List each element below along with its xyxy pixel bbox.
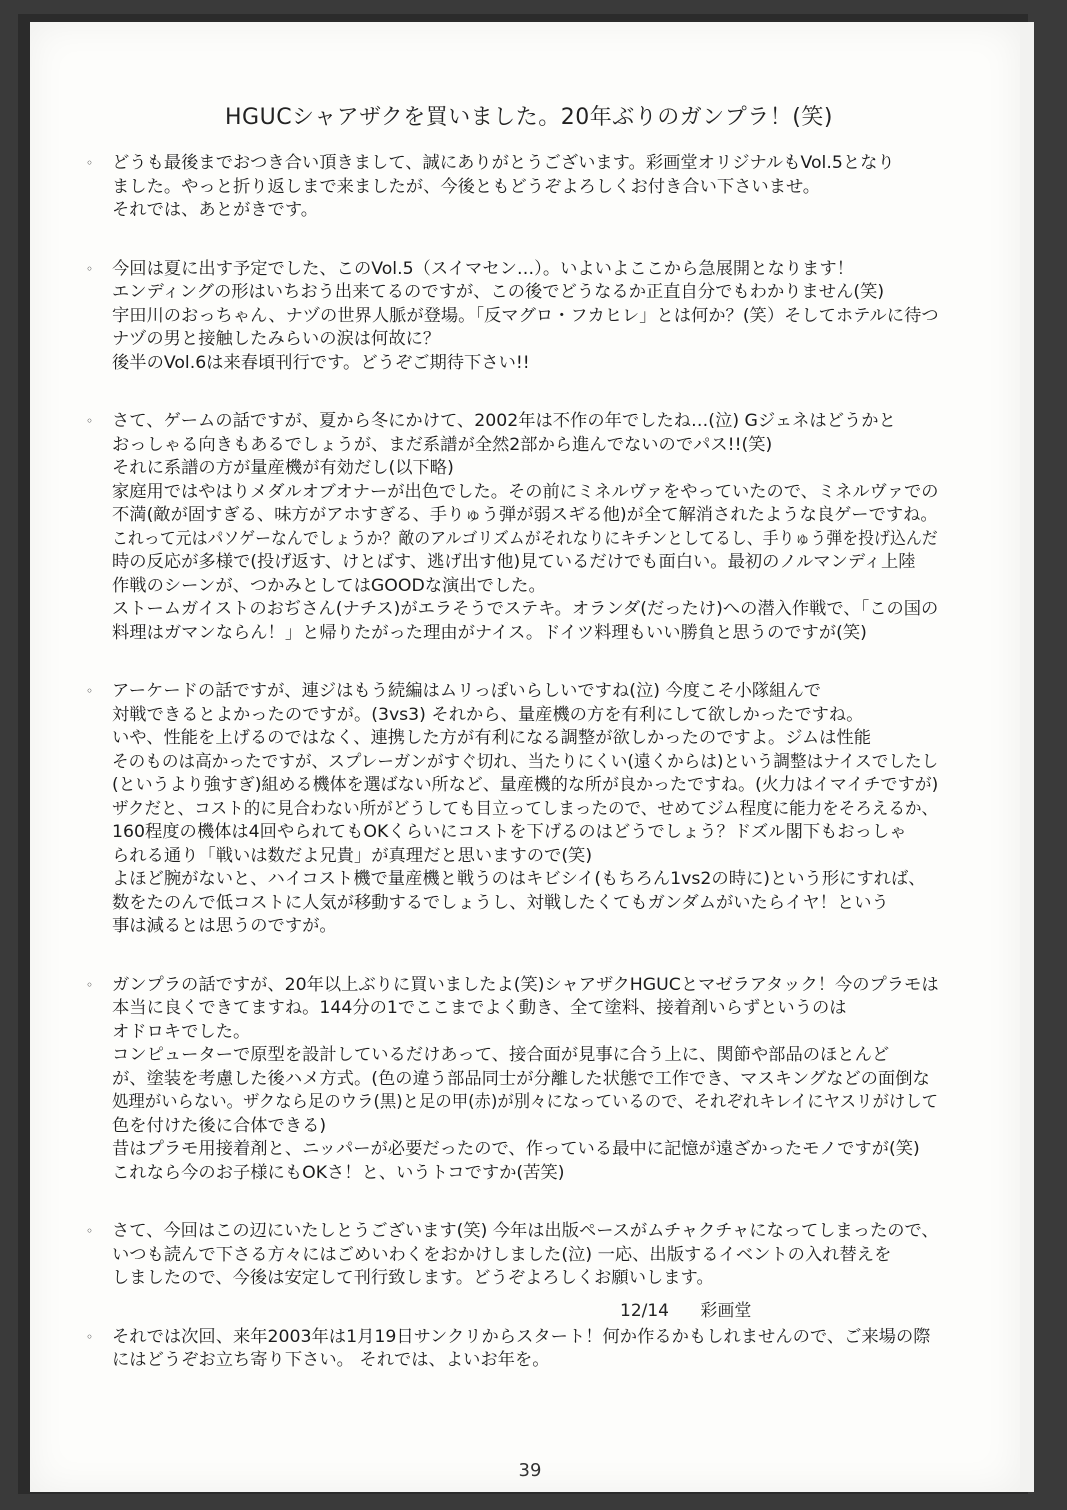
paragraph	[78, 1220, 938, 1291]
paragraph-line: 家庭用ではやはりメダルオブオナーが出色でした。その前にミネルヴァをやっていたので、ミネルヴァでの	[112, 481, 939, 502]
paragraph-line: アーケードの話ですが、連ジはもう続編はムリっぽいらしいですね(泣) 今度こそ小隊組んで	[112, 681, 822, 701]
paragraph	[78, 680, 938, 939]
paragraph-line: エンディングの形はいちおう出来てるのですが、この後でどうなるか正直自分でもわかりません(笑)	[112, 282, 885, 302]
bullet-circle-icon: ◦	[86, 684, 94, 698]
signature-name: 彩画堂	[700, 1301, 752, 1321]
paragraph-line: 今回は夏に出す予定でした、このVol.5（スイマセン…）。いよいよここから急展開となります！	[112, 258, 854, 279]
paragraph-line: 時の反応が多様で(投げ返す、けとばす、逃げ出す他)見ているだけでも面白い。最初のノルマンディ上陸	[112, 552, 916, 572]
paragraph-line: ガンプラの話ですが、20年以上ぶりに買いましたよ(笑)シャアザクHGUCとマゼラアタック！今のプラモは	[112, 974, 939, 995]
paragraph-line: 料理はガマンならん！」と帰りたがった理由がナイス。ドイツ料理もいい勝負と思うのですが(笑)	[112, 622, 867, 643]
bullet-circle-icon: ◦	[86, 1224, 94, 1238]
paragraph-line: ナヅの男と接触したみらいの涙は何故に？	[112, 329, 441, 349]
paragraph-line: 後半のVol.6は来春頃刊行です。どうぞご期待下さい!!	[112, 352, 530, 373]
paragraph-line: 対戦できるとよかったのですが。(3vs3) それから、量産機の方を有利にして欲しかったですね。	[112, 704, 864, 725]
paragraph-line: 160程度の機体は4回やられてもOKくらいにコストを下げるのはどうでしょう？ドズル閣下もおっしゃ	[112, 822, 907, 842]
paragraph-line: 作戦のシーンが、つかみとしてはGOODな演出でした。	[112, 575, 546, 596]
paragraph-line: 宇田川のおっちゃん、ナヅの世界人脈が登場。「反マグロ・フカヒレ」とは何か？(笑）そしてホテルに待つ	[112, 305, 939, 326]
paragraph-line: 事は減るとは思うのですが。	[112, 916, 337, 936]
paragraph-line: おっしゃる向きもあるでしょうが、まだ系譜が全然2部から進んでないのでパス!!(笑)	[112, 434, 773, 455]
bullet-circle-icon: ◦	[86, 156, 94, 170]
paragraph-line: さて、ゲームの話ですが、夏から冬にかけて、2002年は不作の年でしたね…(泣) Gジェネはどうかと	[112, 411, 896, 431]
paragraph	[78, 974, 938, 1186]
page-number: 39	[518, 1460, 542, 1481]
paragraph-line: られる通り「戦いは数だよ兄貴」が真理だと思いますので(笑)	[112, 845, 593, 866]
paragraph-line: それに系譜の方が量産機が有効だし(以下略)	[112, 458, 454, 478]
bullet-circle-icon: ◦	[86, 1329, 94, 1344]
bullet-circle-icon: ◦	[86, 261, 94, 276]
paragraph-line: 数をたのんで低コストに人気が移動するでしょうし、対戦したくてもガンダムがいたらイヤ！という	[112, 892, 889, 913]
paragraph-line: いつも読んで下さる方々にはごめいわくをおかけしました(泣) 一応、出版するイベントの入れ替えを	[112, 1244, 892, 1265]
paragraph-line: が、塗装を考慮した後ハメ方式。(色の違う部品同士が分離した状態で工作でき、マスキングなどの面倒な	[112, 1068, 930, 1089]
paragraph-line: ました。やっと折り返しまで来ましたが、今後ともどうぞよろしくお付き合い下さいませ。	[112, 176, 821, 197]
paragraph-line: それでは次回、来年2003年は1月19日サンクリからスタート！何か作るかもしれませんので、ご来場の際	[112, 1326, 931, 1347]
signature-date: 12/14	[620, 1301, 669, 1321]
paragraph-line: しましたので、今後は安定して刊行致します。どうぞよろしくお願いします。	[112, 1268, 714, 1288]
page-title: HGUCシャアザクを買いました。20年ぶりのガンプラ！(笑)	[225, 105, 833, 130]
bullet-circle-icon: ◦	[86, 977, 94, 992]
afterword-body	[78, 152, 938, 1408]
paragraph	[78, 410, 938, 645]
paragraph-line: 処理がいらない。ザクなら足のウラ(黒)と足の甲(赤)が別々になっているので、それぞれキレイにヤスリがけして	[112, 1092, 939, 1112]
paragraph-line: ザクだと、コスト的に見合わない所がどうしても目立ってしまったので、せめてジム程度に能力をそろえるか、	[112, 798, 939, 819]
paragraph-line: にはどうぞお立ち寄り下さい。 それでは、よいお年を。	[112, 1350, 550, 1370]
paragraph	[78, 1326, 938, 1373]
paragraph-line: そのものは高かったですが、スプレーガンがすぐ切れ、当たりにくい(遠くからは)という調整はナイスでしたし	[112, 751, 939, 772]
paragraph-line: さて、今回はこの辺にいたしとうございます(笑) 今年は出版ペースがムチャクチャになってしまったので、	[112, 1221, 939, 1241]
paragraph-line: オドロキでした。	[112, 1021, 251, 1042]
paragraph	[78, 152, 938, 223]
paragraph-line: よほど腕がないと、ハイコスト機で量産機と戦うのはキビシイ(もちろん1vs2の時に)という形にすれば、	[112, 869, 926, 889]
paragraph-line: ストームガイストのおぢさん(ナチス)がエラそうでステキ。オランダ(だったけ)への潜入作戦で、「この国の	[112, 599, 939, 619]
paragraph-line: これなら今のお子様にもOKさ！と、いうトコですか(苦笑)	[112, 1162, 565, 1183]
paragraph-line: これって元はパソゲーなんでしょうか？敵のアルゴリズムがそれなりにキチンとしてるし、手りゅう弾を投げ込んだ	[112, 528, 938, 549]
paragraph-line: 不満(敵が固すぎる、味方がアホすぎる、手りゅう弾が弱スギる他)が全て解消されたような良ゲーですね。	[112, 505, 938, 525]
paragraph-line: コンピューターで原型を設計しているだけあって、接合面が見事に合う上に、関節や部品のほとんど	[112, 1045, 890, 1065]
signature	[620, 1296, 860, 1321]
paragraph-line: 色を付けた後に合体できる)	[112, 1115, 327, 1136]
paragraph-line: 本当に良くできてますね。144分の1でここまでよく動き、全て塗料、接着剤いらずというのは	[112, 998, 847, 1018]
paragraph-line: どうも最後までおつき合い頂きまして、誠にありがとうございます。彩画堂オリジナルもVol.5となり	[112, 153, 895, 173]
paragraph-line: いや、性能を上げるのではなく、連携した方が有利になる調整が欲しかったのですよ。ジムは性能	[112, 728, 871, 748]
bullet-circle-icon: ◦	[86, 414, 94, 428]
paragraph	[78, 258, 938, 376]
paragraph-line: (というより強すぎ)組める機体を選ばない所など、量産機的な所が良かったですね。(火力はイマイチですが)	[112, 775, 939, 795]
paragraph-line: 昔はプラモ用接着剤と、ニッパーが必要だったので、作っている最中に記憶が遠ざかったモノですが(笑)	[112, 1139, 920, 1159]
paragraph-line: それでは、あとがきです。	[112, 200, 318, 220]
